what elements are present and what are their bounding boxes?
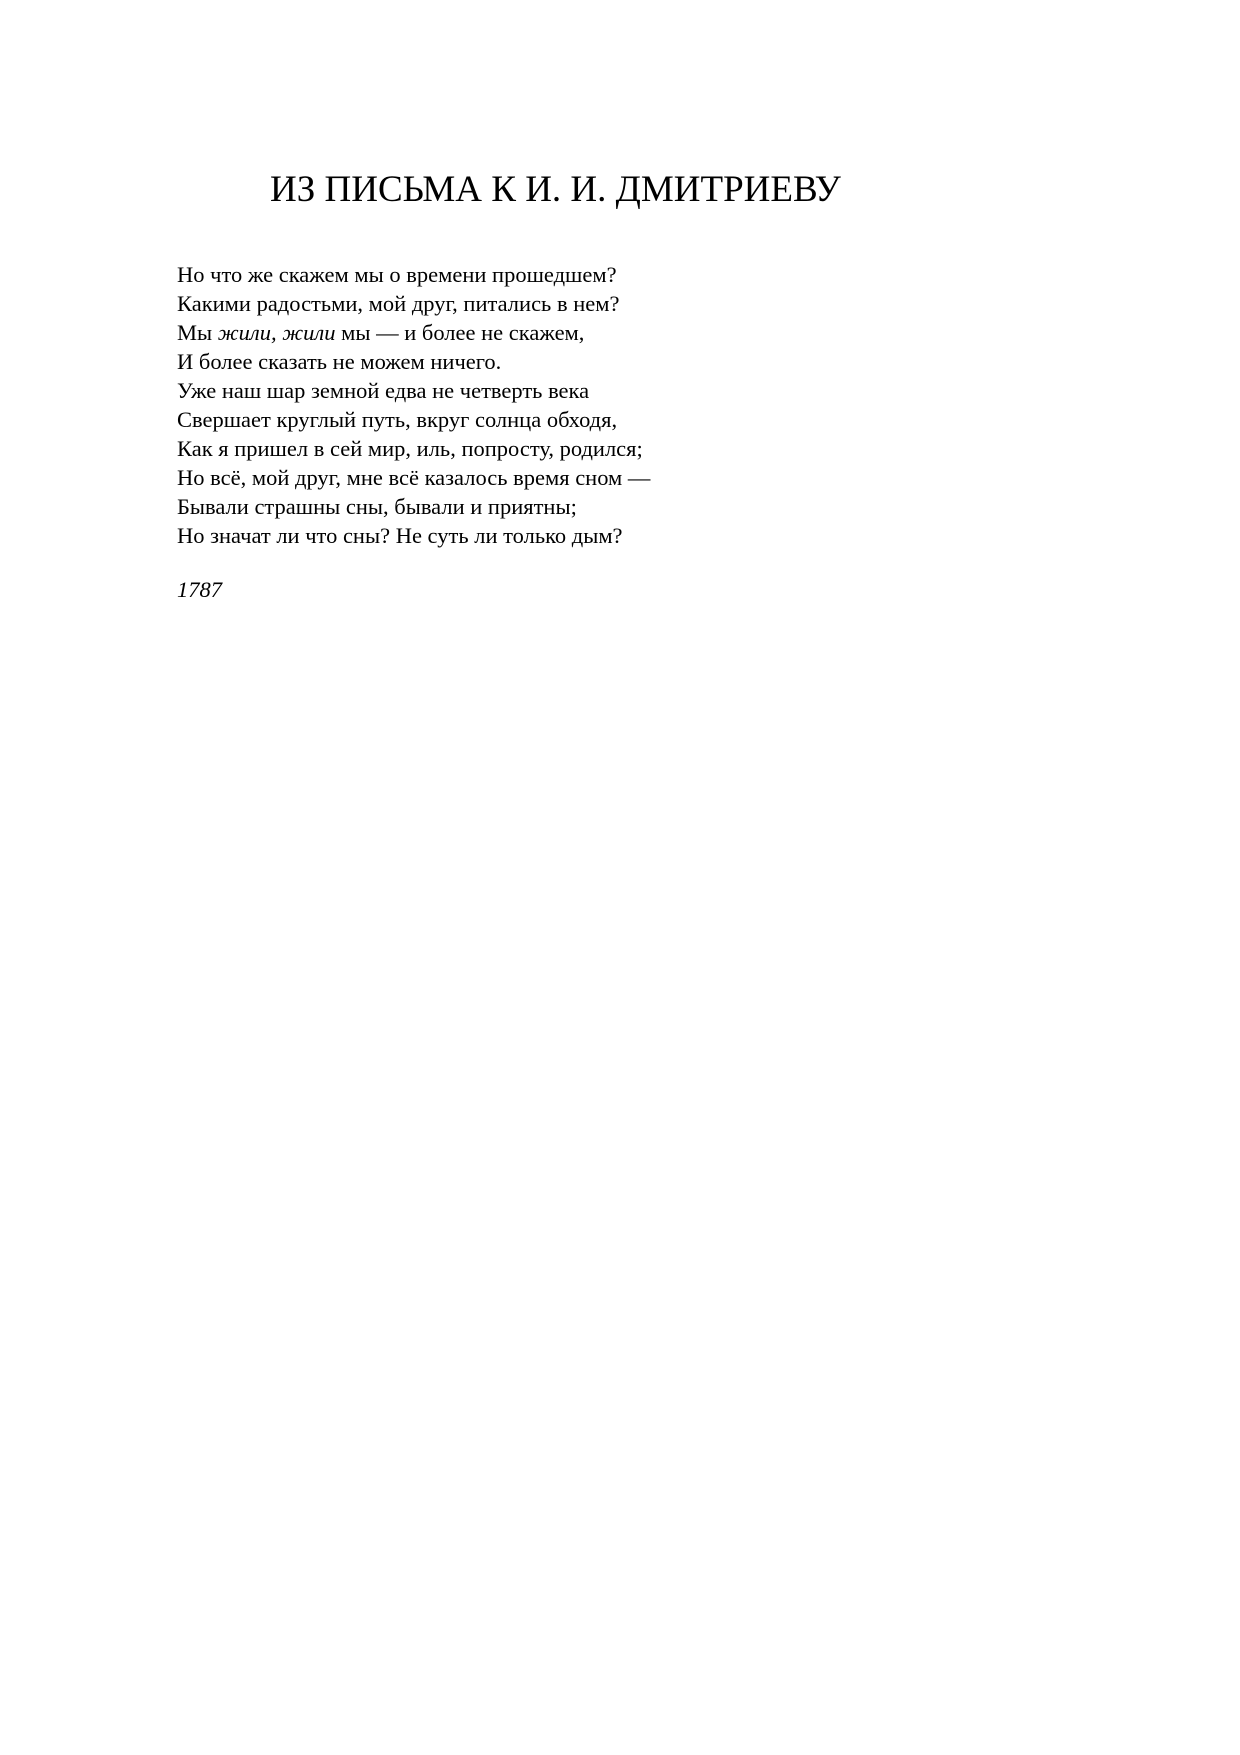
poem-line-text: мы — и более не скажем,	[335, 320, 585, 345]
poem-body	[177, 260, 650, 550]
poem-line	[177, 318, 650, 347]
poem-line: Но что же скажем мы о времени прошедшем?	[177, 262, 617, 287]
poem-date: 1787	[177, 577, 222, 602]
poem-line: Как я пришел в сей мир, иль, попросту, родился;	[177, 436, 643, 461]
poem-line: Свершает круглый путь, вкруг солнца обходя,	[177, 407, 618, 432]
poem-line-emphasis: жили, жили	[217, 320, 336, 345]
poem-line-text: Мы	[177, 320, 218, 345]
poem-line: Но значат ли что сны? Не суть ли только дым?	[177, 523, 623, 548]
poem-line: Но всё, мой друг, мне всё казалось время сном —	[177, 465, 651, 490]
poem-line: Какими радостьми, мой друг, питались в нем?	[177, 291, 620, 316]
poem-line: Бывали страшны сны, бывали и приятны;	[177, 494, 577, 519]
poem-line: Уже наш шар земной едва не четверть века	[177, 378, 590, 403]
poem-title: ИЗ ПИСЬМА К И. И. ДМИТРИЕВУ	[270, 169, 841, 210]
poem-line: И более сказать не можем ничего.	[177, 349, 502, 374]
